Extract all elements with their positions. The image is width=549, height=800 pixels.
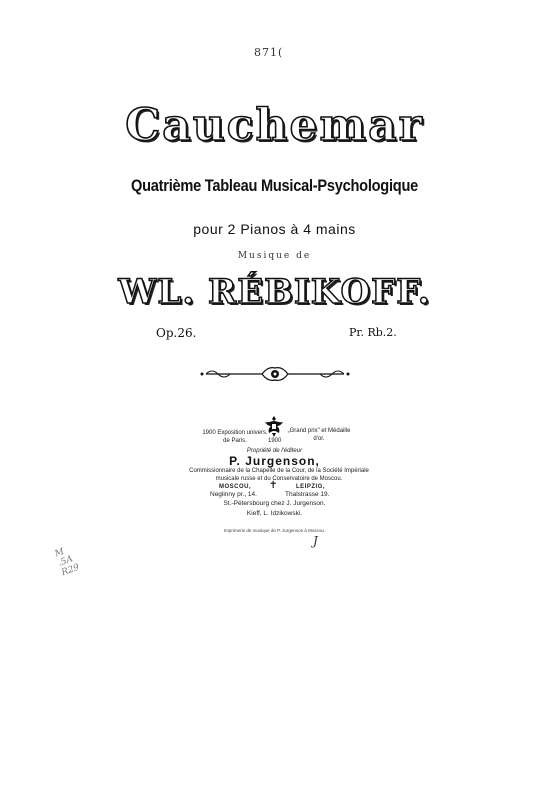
grand-prix-note: „Grand prix" et Médaille d'or. (287, 428, 351, 442)
leipzig-address: Thalstrasse 19. (285, 491, 330, 498)
price: Pr. Rb.2. (349, 326, 397, 339)
exposition-note: 1900 Exposition univers. de Paris. (202, 430, 268, 444)
city-leipzig: LEIPZIG, (296, 484, 326, 490)
printer-note: Imprimerie de musique de P. Jurgenson à Moscou. (223, 528, 326, 533)
commission-note: Commissionnaire de la Chapelle de la Cour, de la Société Impériale musicale russe et du Conservatoire de Moscou. (189, 468, 369, 482)
award-year: 1900 (268, 438, 282, 444)
library-stamp: M .5A R29 (53, 546, 81, 579)
propriete-note: Propriété de l'éditeur (246, 448, 303, 454)
publisher-name: P. Jurgenson, (229, 454, 320, 468)
moscou-address: Neglinny pr., 14. (210, 491, 257, 498)
kieff-agent: Kieff, L. Idzikowski. (246, 510, 303, 517)
musique-de-label: Musique de (237, 251, 312, 261)
imperial-eagle-icon (263, 414, 285, 438)
stpetersburg-agent: St.-Pétersbourg chez J. Jurgenson. (223, 500, 326, 507)
composer-name: WL. RÉBIKOFF. (118, 272, 431, 312)
opus-number: Op.26. (156, 326, 197, 340)
instrumentation: pour 2 Pianos à 4 mains (193, 221, 356, 237)
plate-number: 871( (254, 46, 284, 59)
handwritten-mark: J (313, 534, 318, 548)
cross-icon: ✝ (269, 480, 278, 491)
city-moscou: MOSCOU, (219, 484, 252, 490)
ornament-divider-icon (200, 364, 350, 384)
page-title: Cauchemar (125, 100, 424, 151)
subtitle: Quatrième Tableau Musical-Psychologique (130, 176, 419, 195)
